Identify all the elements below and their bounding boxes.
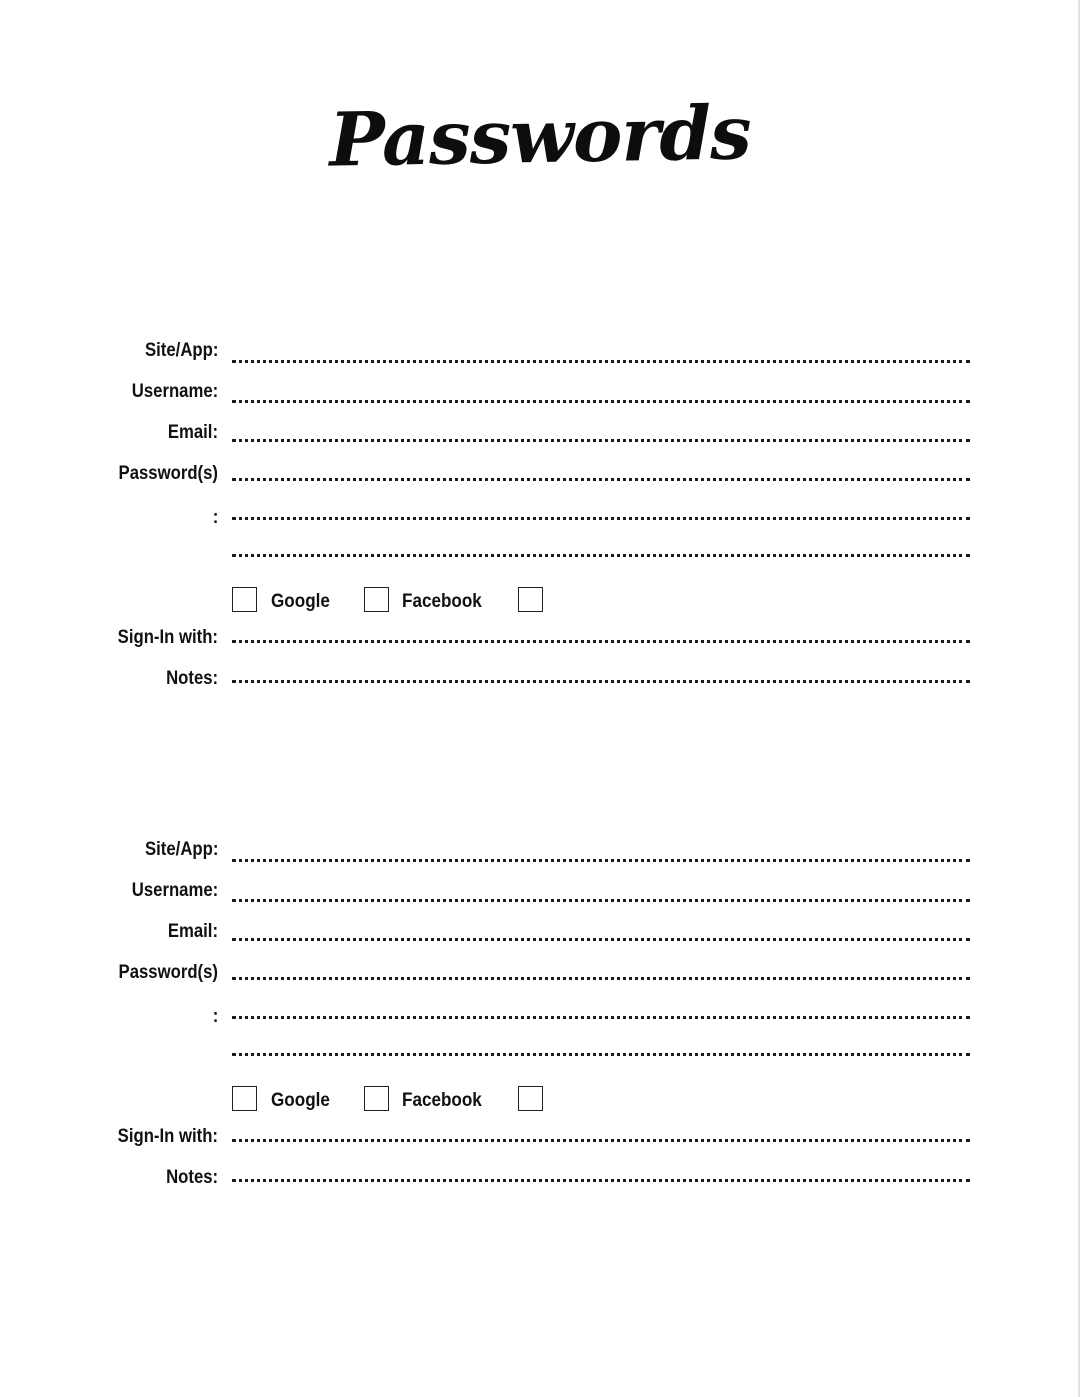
password-field-2[interactable] <box>232 1016 970 1019</box>
email-label: Email: <box>167 921 218 942</box>
facebook-option-label: Facebook <box>402 591 482 612</box>
username-label: Username: <box>131 381 218 402</box>
notes-label: Notes: <box>165 1167 218 1188</box>
other-checkbox[interactable] <box>518 587 543 612</box>
signin-with-label: Sign-In with: <box>117 1126 218 1147</box>
password-label: Password(s) <box>118 463 218 484</box>
password-label-colon: : <box>212 1006 218 1027</box>
facebook-option-label: Facebook <box>402 1090 482 1111</box>
site-app-field[interactable] <box>232 859 970 862</box>
password-field-3[interactable] <box>232 1053 970 1056</box>
google-option-label: Google <box>271 1090 330 1111</box>
password-field-2[interactable] <box>232 517 970 520</box>
password-label-colon: : <box>212 507 218 528</box>
password-field-3[interactable] <box>232 554 970 557</box>
site-app-field[interactable] <box>232 360 970 363</box>
other-checkbox[interactable] <box>518 1086 543 1111</box>
site-app-label: Site/App: <box>144 839 218 860</box>
email-field[interactable] <box>232 439 970 442</box>
signin-with-field[interactable] <box>232 640 970 643</box>
google-option-label: Google <box>271 591 330 612</box>
google-checkbox[interactable] <box>232 1086 257 1111</box>
notes-field[interactable] <box>232 680 970 683</box>
email-field[interactable] <box>232 938 970 941</box>
username-label: Username: <box>131 880 218 901</box>
signin-with-field[interactable] <box>232 1139 970 1142</box>
password-field-1[interactable] <box>232 478 970 481</box>
password-entry <box>0 333 1080 693</box>
username-field[interactable] <box>232 400 970 403</box>
google-checkbox[interactable] <box>232 587 257 612</box>
username-field[interactable] <box>232 899 970 902</box>
facebook-checkbox[interactable] <box>364 1086 389 1111</box>
password-label: Password(s) <box>118 962 218 983</box>
notes-label: Notes: <box>165 668 218 689</box>
password-field-1[interactable] <box>232 977 970 980</box>
page-title: Passwords <box>328 90 752 184</box>
signin-with-label: Sign-In with: <box>117 627 218 648</box>
password-entry <box>0 832 1080 1192</box>
facebook-checkbox[interactable] <box>364 587 389 612</box>
notes-field[interactable] <box>232 1179 970 1182</box>
email-label: Email: <box>167 422 218 443</box>
site-app-label: Site/App: <box>144 340 218 361</box>
